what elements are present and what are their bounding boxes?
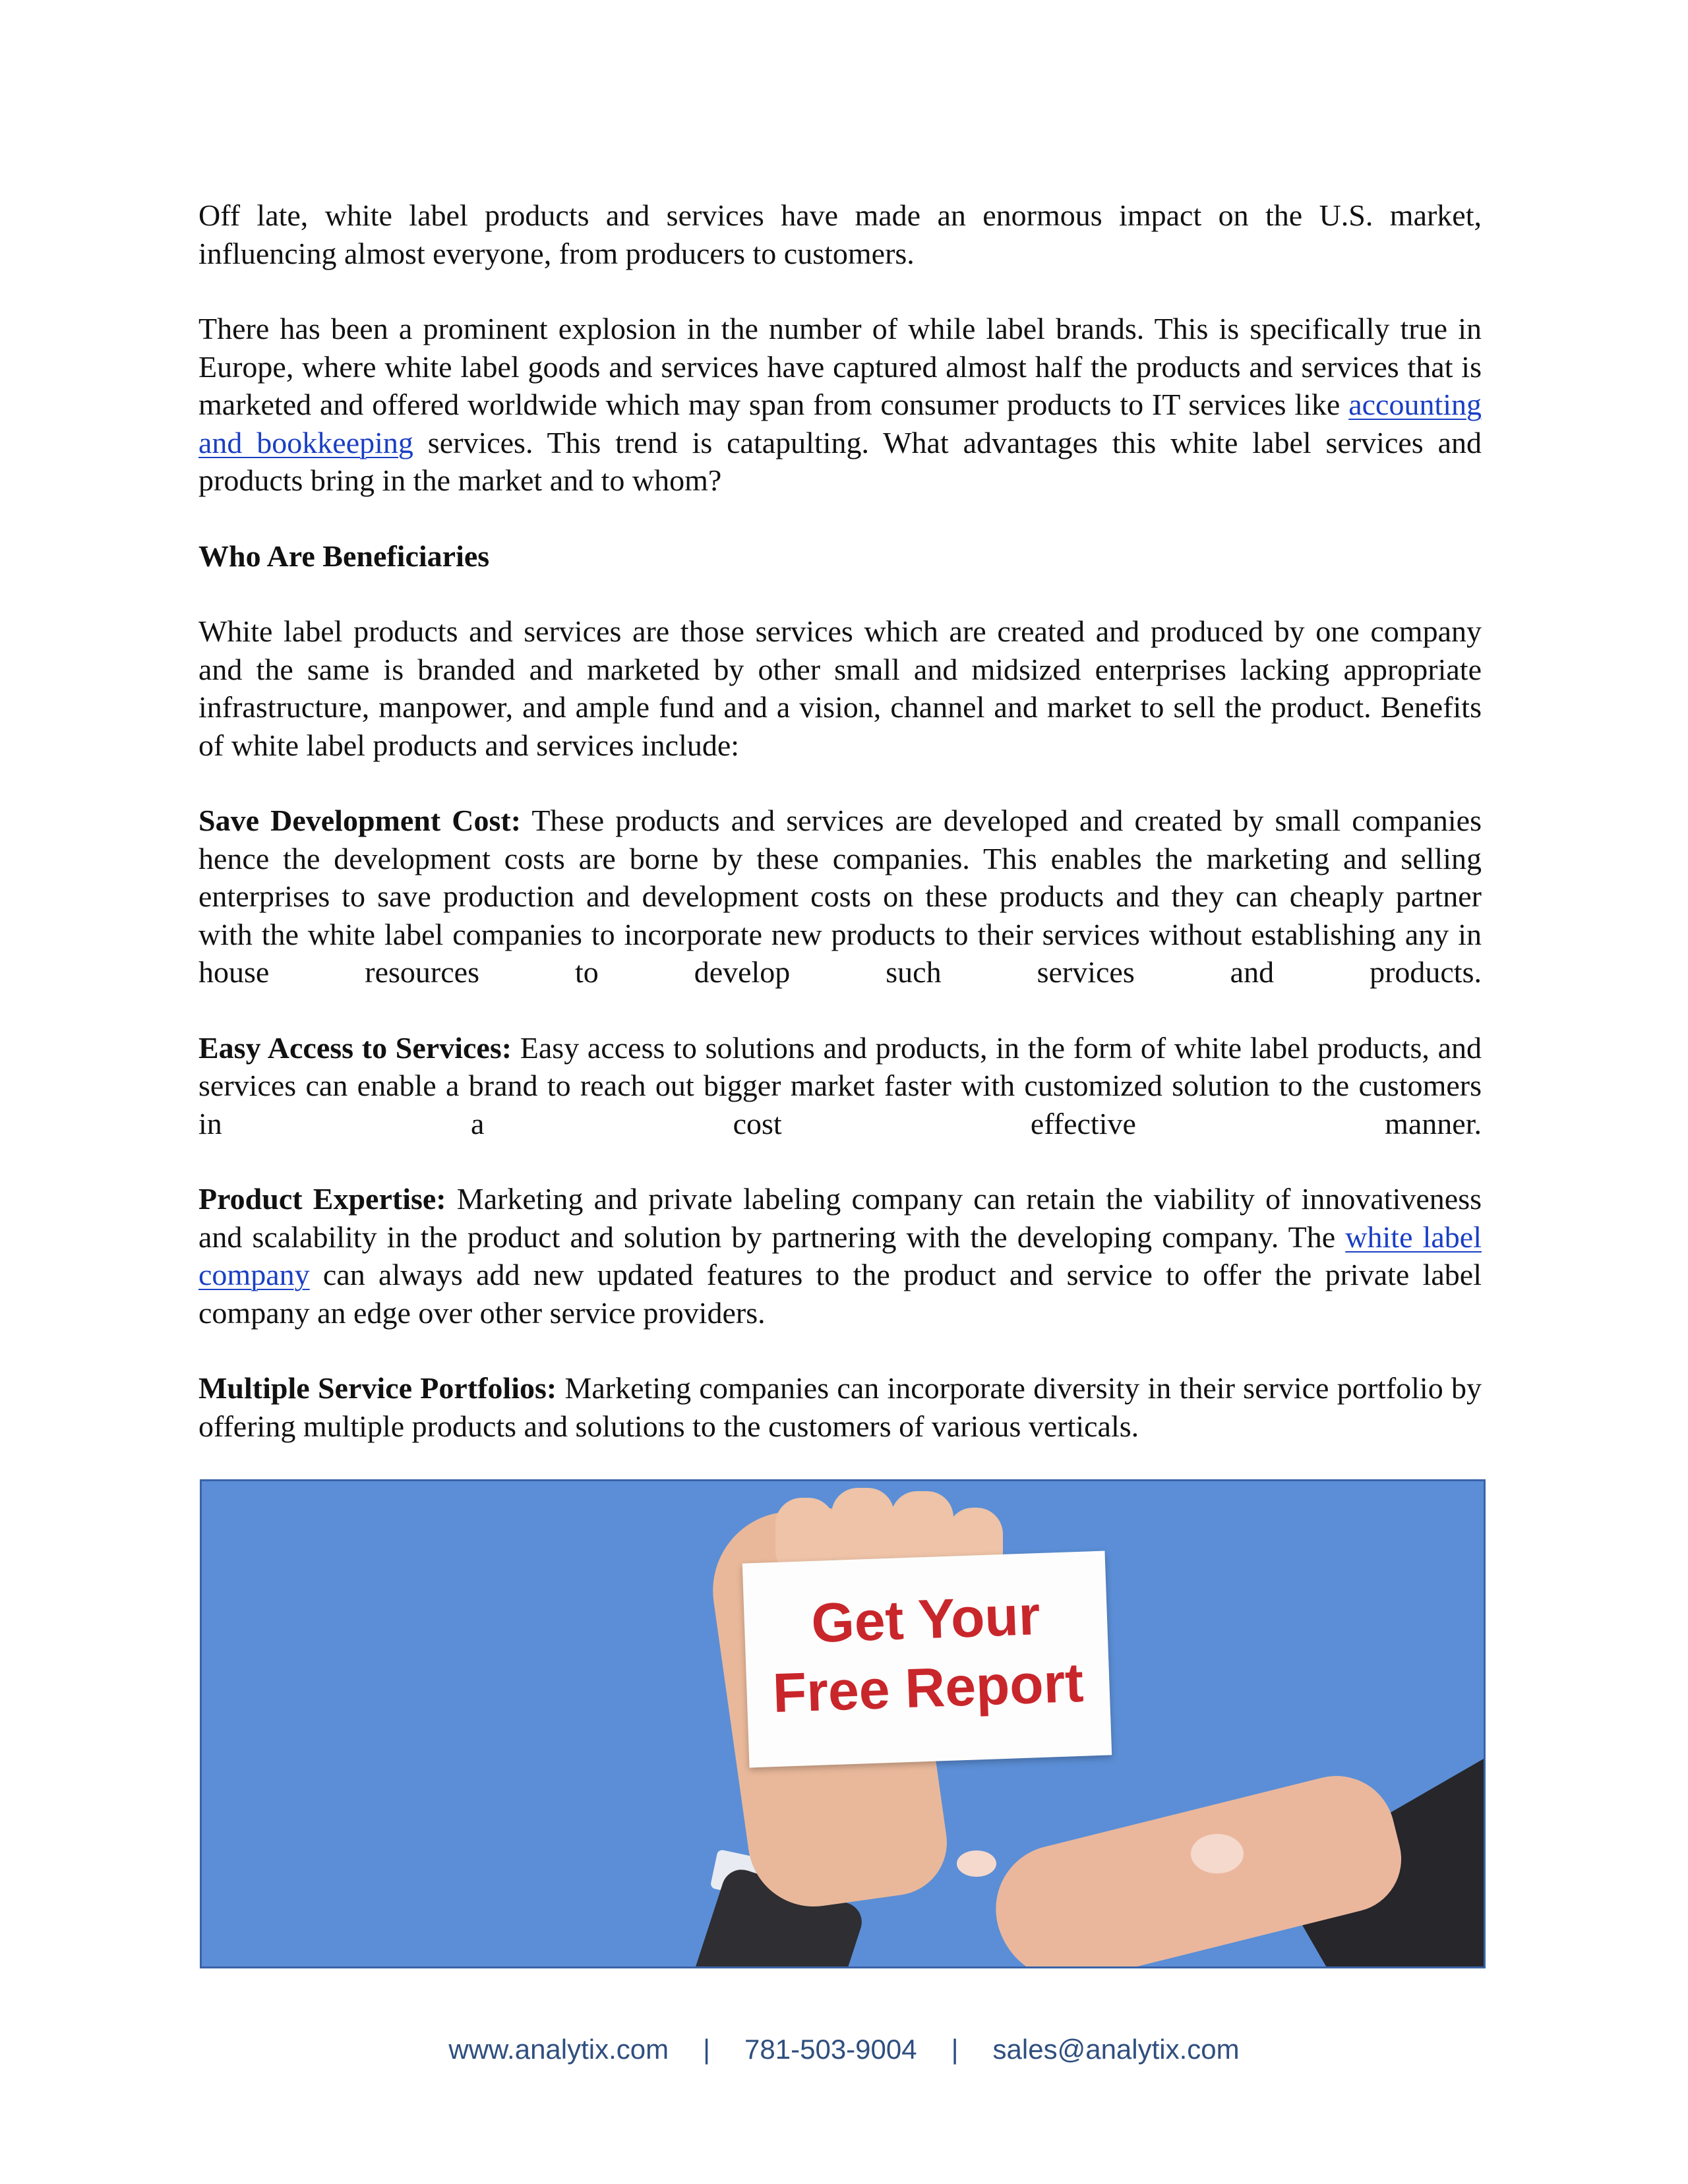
expertise-text-end: can always add new updated features to the product and service to offer the private label company an edge over other service providers. [198,1258,1482,1330]
free-report-banner[interactable] [200,1479,1486,1968]
footer-separator: | [951,2034,959,2065]
definition-text: White label products and services are those services which are created and produced by one company and the same is branded and marketed by other small and midsized enterprises lacking appropriate infrastructure, manpower, and ample fund and a vision, channel and market to sell the product. Benefits of white label products and services include: [198,614,1482,762]
expertise-paragraph [198,1180,1482,1332]
accounting-bookkeeping-link[interactable]: accounting and bookkeeping [198,388,1482,459]
save-cost-text: These products and services are developed and created by small companies hence the development costs are borne by these companies. This enables the marketing and selling enterprises to save production and development costs on these products and they can cheaply partner with the white label companies to incorporate new products to their services without establishing any in house resources to develop such services and products. [198,804,1482,989]
footer-email-link[interactable]: sales@analytix.com [992,2034,1240,2065]
trend-paragraph [198,310,1482,500]
footer-website-link[interactable]: www.analytix.com [448,2034,669,2065]
easy-access-label: Easy Access to Services: [198,1030,512,1065]
card-line-2: Free Report [771,1651,1085,1725]
easy-access-paragraph [198,1029,1482,1143]
fingernail [957,1850,996,1877]
fingernail [1191,1834,1244,1874]
save-cost-label: Save Development Cost: [198,804,522,837]
white-label-company-link[interactable]: white label company [198,1220,1482,1291]
article-body [198,196,1482,1445]
expertise-label: Product Expertise: [198,1182,446,1216]
intro-text: Off late, white label products and services have made an enormous impact on the U.S. market, influencing almost everyone, from producers to customers. [198,198,1482,270]
expertise-text-start: Marketing and private labeling company can retain the viability of innovativeness and scalability in the product and solution by partnering with the developing company. The [198,1182,1482,1254]
intro-paragraph [198,196,1482,272]
portfolios-label: Multiple Service Portfolios: [198,1371,557,1405]
trend-text-end: services. This trend is catapulting. What advantages this white label services and products bring in the market and to whom? [198,425,1482,497]
save-cost-paragraph [198,802,1482,991]
card-line-1: Get Your [810,1584,1041,1655]
footer-separator: | [703,2034,711,2065]
easy-access-text: Easy access to solutions and products, in the form of white label products, and services can enable a brand to reach out bigger market faster with customized solution to the customers in a cost effective manner. [198,1030,1482,1140]
portfolios-paragraph [198,1369,1482,1445]
definition-paragraph [198,612,1482,764]
footer-phone[interactable]: 781-503-9004 [744,2034,917,2065]
beneficiaries-heading: Who Are Beneficiaries [198,539,490,573]
report-card[interactable] [742,1550,1112,1767]
portfolios-text: Marketing companies can incorporate diversity in their service portfolio by offering multiple products and solutions to the customers of various verticals. [198,1371,1482,1443]
trend-text-start: There has been a prominent explosion in the number of while label brands. This is specifically true in Europe, where white label goods and services have captured almost half the products and services that is marketed and offered worldwide which may span from consumer products to IT services like [198,312,1482,421]
page-footer [0,2034,1688,2065]
